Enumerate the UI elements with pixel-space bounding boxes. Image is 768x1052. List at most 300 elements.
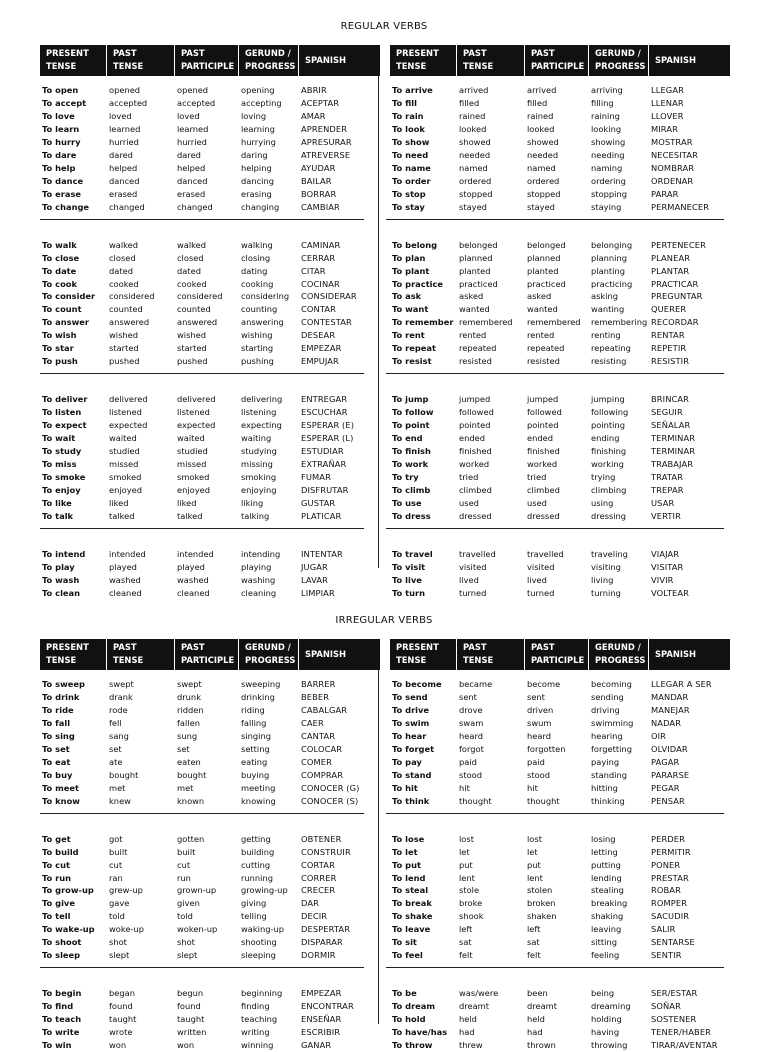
past-tense-cell: looked	[459, 123, 487, 134]
gerund-cell: wishing	[241, 330, 273, 341]
gerund-cell: repeating	[591, 343, 631, 354]
gerund-cell: being	[591, 988, 615, 999]
past-tense-cell: loved	[109, 110, 132, 121]
verb-row	[40, 548, 380, 561]
verb-row	[390, 252, 730, 265]
gerund-cell: starting	[241, 343, 274, 354]
present-tense-cell: To study	[42, 446, 82, 457]
verb-row	[390, 1039, 730, 1052]
gerund-cell: knowing	[241, 795, 276, 806]
present-tense-cell: To dress	[392, 510, 431, 521]
past-tense-cell: got	[109, 833, 123, 844]
past-tense-cell: sat	[459, 937, 472, 948]
spanish-cell: SENTARSE	[651, 937, 695, 948]
present-tense-cell: To drink	[42, 691, 80, 702]
past-tense-cell: cut	[109, 859, 123, 870]
gerund-cell: putting	[591, 859, 621, 870]
past-participle-cell: accepted	[177, 97, 216, 108]
past-participle-cell: closed	[177, 252, 204, 263]
past-tense-cell: filled	[459, 97, 480, 108]
spanish-cell: TRABAJAR	[651, 459, 694, 470]
verb-row	[40, 795, 380, 808]
verb-row	[390, 497, 730, 510]
past-tense-cell: started	[109, 343, 139, 354]
present-tense-cell: To follow	[392, 407, 434, 418]
gerund-cell: forgetting	[591, 743, 632, 754]
past-tense-cell: grew-up	[109, 885, 143, 896]
past-participle-cell: cut	[177, 859, 191, 870]
gerund-cell: hearing	[591, 730, 623, 741]
past-tense-cell: walked	[109, 239, 139, 250]
spanish-cell: OLVIDAR	[651, 743, 688, 754]
present-tense-cell: To stay	[392, 201, 425, 212]
gerund-cell: renting	[591, 330, 621, 341]
verb-row	[40, 303, 380, 316]
gerund-cell: studying	[241, 446, 277, 457]
verb-row	[40, 923, 380, 936]
present-tense-cell: To belong	[392, 239, 438, 250]
verb-row	[390, 704, 730, 717]
past-tense-cell: planned	[459, 252, 493, 263]
past-participle-cell: written	[177, 1027, 207, 1038]
past-tense-cell: followed	[459, 407, 494, 418]
past-participle-cell: pushed	[177, 356, 208, 367]
verb-row	[390, 1013, 730, 1026]
present-tense-cell: To miss	[42, 459, 77, 470]
spanish-cell: SEGUIR	[651, 407, 683, 418]
past-participle-cell: sat	[527, 937, 540, 948]
gerund-cell: hurrying	[241, 136, 276, 147]
verb-row	[40, 704, 380, 717]
verb-row	[390, 484, 730, 497]
past-tense-cell: cleaned	[109, 587, 142, 598]
present-tense-cell: To help	[42, 162, 76, 173]
spanish-cell: PERDER	[651, 833, 686, 844]
present-tense-cell: To write	[42, 1027, 80, 1038]
verb-row	[390, 136, 730, 149]
past-participle-cell: fallen	[177, 717, 200, 728]
verb-row	[40, 497, 380, 510]
past-tense-cell: visited	[459, 561, 487, 572]
spanish-cell: ABRIR	[301, 85, 327, 95]
past-tense-cell: paid	[459, 756, 477, 767]
past-tense-cell: resisted	[459, 356, 492, 367]
past-tense-cell: left	[459, 924, 473, 935]
present-tense-cell: To walk	[42, 239, 77, 250]
header-separator	[106, 639, 107, 670]
spanish-cell: PERMANECER	[651, 201, 710, 212]
past-tense-cell: expected	[109, 420, 148, 431]
past-tense-cell: ate	[109, 756, 123, 767]
past-tense-cell: drank	[109, 691, 133, 702]
past-tense-cell: gave	[109, 898, 130, 909]
verb-row	[40, 884, 380, 897]
gerund-cell: dressing	[591, 510, 627, 521]
gerund-cell: closing	[241, 252, 271, 263]
gerund-cell: building	[241, 846, 275, 857]
spanish-cell: PRESTAR	[651, 872, 689, 883]
spanish-cell: PRACTICAR	[651, 278, 699, 289]
present-tense-cell: To answer	[42, 317, 89, 328]
present-tense-cell: To expect	[42, 420, 87, 431]
header-past-participle: PAST PARTICIPLE	[531, 48, 585, 71]
verb-row	[40, 84, 380, 97]
present-tense-cell: To try	[392, 472, 419, 482]
past-participle-cell: lent	[527, 872, 543, 883]
past-tense-cell: stole	[459, 885, 480, 896]
spanish-cell: ESCRIBIR	[301, 1027, 341, 1038]
present-tense-cell: To dance	[42, 175, 84, 186]
verb-row	[40, 691, 380, 704]
verb-row	[40, 574, 380, 587]
present-tense-cell: To consider	[42, 291, 96, 302]
past-participle-cell: helped	[177, 162, 206, 173]
gerund-cell: feeling	[591, 950, 620, 961]
spanish-cell: AMAR	[301, 110, 326, 121]
verb-row	[390, 846, 730, 859]
group-divider	[40, 528, 364, 529]
spanish-cell: FUMAR	[301, 472, 331, 482]
verb-row	[40, 252, 380, 265]
past-participle-cell: climbed	[527, 484, 560, 495]
header-separator	[298, 639, 299, 670]
present-tense-cell: To set	[42, 743, 70, 754]
present-tense-cell: To sit	[392, 937, 417, 948]
past-participle-cell: put	[527, 859, 541, 870]
gerund-cell: planting	[591, 265, 625, 276]
verb-row	[40, 743, 380, 756]
past-participle-cell: studied	[177, 446, 208, 457]
past-tense-cell: wanted	[459, 304, 490, 315]
spanish-cell: TERMINAR	[651, 446, 696, 457]
verb-row	[40, 1013, 380, 1026]
header-present-tense: PRESENT TENSE	[46, 642, 89, 665]
header-present-tense: PRESENT TENSE	[46, 48, 89, 71]
spanish-cell: ATREVERSE	[301, 149, 351, 160]
past-tense-cell: ordered	[459, 175, 492, 186]
past-participle-cell: known	[177, 795, 205, 806]
past-tense-cell: was/were	[459, 988, 499, 999]
spanish-cell: TREPAR	[651, 484, 684, 495]
present-tense-cell: To clean	[42, 587, 81, 598]
spanish-cell: APRESURAR	[301, 136, 352, 147]
header-spanish: SPANISH	[305, 55, 347, 65]
spanish-cell: CONOCER (S)	[301, 795, 359, 806]
past-participle-cell: practiced	[527, 278, 566, 289]
past-tense-cell: planted	[459, 265, 491, 276]
verb-row	[390, 987, 730, 1000]
spanish-cell: DAR	[301, 898, 319, 909]
verb-row	[40, 458, 380, 471]
spanish-cell: ESCUCHAR	[301, 407, 348, 418]
past-participle-cell: rained	[527, 110, 554, 121]
present-tense-cell: To throw	[392, 1040, 433, 1051]
spanish-cell: CITAR	[301, 265, 326, 276]
past-tense-cell: opened	[109, 85, 141, 95]
gerund-cell: dancing	[241, 175, 275, 186]
past-participle-cell: changed	[177, 201, 213, 212]
verb-row	[390, 355, 730, 368]
verb-row	[40, 872, 380, 885]
verb-row	[390, 316, 730, 329]
table-header	[40, 45, 380, 76]
spanish-cell: MANDAR	[651, 691, 689, 702]
past-tense-cell: needed	[459, 149, 491, 160]
present-tense-cell: To enjoy	[42, 484, 81, 495]
present-tense-cell: To wait	[42, 433, 76, 444]
verb-row	[40, 342, 380, 355]
present-tense-cell: To think	[392, 795, 430, 806]
gerund-cell: ordering	[591, 175, 626, 186]
present-tense-cell: To close	[42, 252, 80, 263]
past-participle-cell: dared	[177, 149, 201, 160]
past-tense-cell: set	[109, 743, 122, 754]
group-divider	[40, 373, 364, 374]
spanish-cell: VIAJAR	[651, 548, 680, 559]
gerund-cell: writing	[241, 1027, 270, 1038]
gerund-cell: dreaming	[591, 1001, 631, 1012]
gerund-cell: remembering	[591, 317, 648, 328]
gerund-cell: showing	[591, 136, 626, 147]
verb-row	[390, 110, 730, 123]
past-tense-cell: rained	[459, 110, 486, 121]
spanish-cell: LLENAR	[651, 97, 684, 108]
past-participle-cell: visited	[527, 561, 555, 572]
verb-row	[40, 1039, 380, 1052]
past-tense-cell: let	[459, 846, 470, 857]
past-participle-cell: arrived	[527, 85, 557, 95]
past-participle-cell: dated	[177, 265, 201, 276]
verb-row	[40, 445, 380, 458]
gerund-cell: staying	[591, 201, 622, 212]
gerund-cell: giving	[241, 898, 267, 909]
past-tense-cell: forgot	[459, 743, 484, 754]
present-tense-cell: To put	[392, 859, 421, 870]
past-tense-cell: taught	[109, 1014, 137, 1025]
past-participle-cell: planned	[527, 252, 561, 263]
spanish-cell: BAILAR	[301, 175, 332, 186]
past-participle-cell: stolen	[527, 885, 553, 896]
past-tense-cell: dressed	[459, 510, 492, 521]
spanish-cell: NADAR	[651, 717, 682, 728]
past-tense-cell: changed	[109, 201, 145, 212]
gerund-cell: raining	[591, 110, 620, 121]
past-participle-cell: told	[177, 911, 193, 922]
past-participle-cell: wanted	[527, 304, 558, 315]
verb-row	[40, 717, 380, 730]
present-tense-cell: To run	[42, 872, 72, 883]
table-header	[390, 45, 730, 76]
verb-row	[390, 923, 730, 936]
verb-row	[390, 329, 730, 342]
present-tense-cell: To love	[42, 110, 75, 121]
present-tense-cell: To meet	[42, 782, 80, 793]
past-participle-cell: driven	[527, 704, 554, 715]
past-tense-cell: became	[459, 679, 493, 689]
past-participle-cell: drunk	[177, 691, 201, 702]
present-tense-cell: To tell	[42, 911, 71, 922]
spanish-cell: TENER/HABER	[651, 1027, 712, 1038]
spanish-cell: RECORDAR	[651, 317, 699, 328]
gerund-cell: walking	[241, 239, 273, 250]
present-tense-cell: To push	[42, 356, 78, 367]
spanish-cell: ESPERAR (L)	[301, 433, 354, 444]
spanish-cell: SOÑAR	[651, 1001, 681, 1012]
present-tense-cell: To give	[42, 898, 75, 909]
spanish-cell: LAVAR	[301, 574, 329, 585]
past-tense-cell: travelled	[459, 548, 496, 559]
verb-row	[40, 949, 380, 962]
past-participle-cell: shaken	[527, 911, 557, 922]
past-tense-cell: dreamt	[459, 1001, 490, 1012]
past-participle-cell: answered	[177, 317, 218, 328]
present-tense-cell: To stop	[392, 188, 426, 199]
past-tense-cell: named	[459, 162, 488, 173]
past-tense-cell: wrote	[109, 1027, 133, 1038]
gerund-cell: wanting	[591, 304, 625, 315]
past-tense-cell: liked	[109, 497, 129, 508]
past-participle-cell: become	[527, 679, 561, 689]
present-tense-cell: To accept	[42, 97, 87, 108]
past-participle-cell: needed	[527, 149, 559, 160]
present-tense-cell: To swim	[392, 717, 430, 728]
gerund-cell: riding	[241, 704, 265, 715]
header-present-tense: PRESENT TENSE	[396, 642, 439, 665]
verb-row	[390, 510, 730, 523]
past-tense-cell: stood	[459, 769, 482, 780]
verb-row	[40, 393, 380, 406]
past-participle-cell: listened	[177, 407, 210, 418]
past-participle-cell: named	[527, 162, 556, 173]
present-tense-cell: To travel	[392, 548, 433, 559]
verb-row	[390, 561, 730, 574]
past-participle-cell: tried	[527, 472, 547, 482]
gerund-cell: turning	[591, 587, 621, 598]
gerund-cell: asking	[591, 291, 619, 302]
past-participle-cell: danced	[177, 175, 208, 186]
present-tense-cell: To eat	[42, 756, 71, 767]
past-tense-cell: threw	[459, 1040, 483, 1051]
spanish-cell: PONER	[651, 859, 681, 870]
header-separator	[648, 45, 649, 76]
past-participle-cell: liked	[177, 497, 197, 508]
spanish-cell: COMER	[301, 756, 332, 767]
gerund-cell: winning	[241, 1040, 274, 1051]
past-participle-cell: been	[527, 988, 548, 999]
verb-row	[390, 587, 730, 600]
verb-row	[390, 859, 730, 872]
present-tense-cell: To send	[392, 691, 428, 702]
gerund-cell: finishing	[591, 446, 627, 457]
spanish-cell: PEGAR	[651, 782, 680, 793]
gerund-cell: talking	[241, 510, 270, 521]
present-tense-cell: To turn	[392, 587, 426, 598]
past-tense-cell: helped	[109, 162, 138, 173]
header-separator	[456, 45, 457, 76]
past-tense-cell: repeated	[459, 343, 497, 354]
spanish-cell: SACUDIR	[651, 911, 690, 922]
spanish-cell: EMPUJAR	[301, 356, 339, 367]
past-participle-cell: thrown	[527, 1040, 556, 1051]
past-participle-cell: woken-up	[177, 924, 218, 935]
present-tense-cell: To live	[392, 574, 422, 585]
past-tense-cell: intended	[109, 548, 146, 559]
gerund-cell: opening	[241, 85, 275, 95]
past-tense-cell: dated	[109, 265, 133, 276]
verb-row	[390, 175, 730, 188]
verb-row	[40, 561, 380, 574]
present-tense-cell: To talk	[42, 510, 74, 521]
gerund-cell: washing	[241, 574, 276, 585]
past-participle-cell: finished	[527, 446, 560, 457]
past-participle-cell: learned	[177, 123, 209, 134]
past-participle-cell: lived	[527, 574, 547, 585]
spanish-cell: PLANTAR	[651, 265, 690, 276]
gerund-cell: planning	[591, 252, 628, 263]
spanish-cell: JUGAR	[301, 561, 328, 572]
header-past-tense: PAST TENSE	[113, 642, 144, 665]
present-tense-cell: To play	[42, 561, 75, 572]
group-divider	[40, 219, 364, 220]
present-tense-cell: To lend	[392, 872, 426, 883]
verb-row	[40, 756, 380, 769]
verb-row	[390, 97, 730, 110]
past-participle-cell: ridden	[177, 704, 204, 715]
gerund-cell: visiting	[591, 561, 621, 572]
verb-row	[390, 949, 730, 962]
present-tense-cell: To hear	[392, 730, 427, 741]
spanish-cell: CABALGAR	[301, 704, 348, 715]
verb-row	[390, 1026, 730, 1039]
present-tense-cell: To repeat	[392, 343, 436, 354]
spanish-cell: EMPEZAR	[301, 988, 342, 999]
gerund-cell: running	[241, 872, 274, 883]
present-tense-cell: To cook	[42, 278, 77, 289]
past-participle-cell: belonged	[527, 239, 566, 250]
past-tense-cell: hit	[459, 782, 470, 793]
past-participle-cell: sent	[527, 691, 545, 702]
spanish-cell: VERTIR	[651, 510, 681, 521]
past-participle-cell: rented	[527, 330, 555, 341]
gerund-cell: living	[591, 574, 614, 585]
spanish-cell: ENSEÑAR	[301, 1014, 342, 1025]
past-tense-cell: smoked	[109, 472, 142, 482]
present-tense-cell: To buy	[42, 769, 73, 780]
gerund-cell: enjoying	[241, 484, 277, 495]
past-tense-cell: studied	[109, 446, 140, 457]
verb-row	[40, 678, 380, 691]
spanish-cell: USAR	[651, 497, 675, 508]
verb-row	[390, 162, 730, 175]
table-header	[390, 639, 730, 670]
present-tense-cell: To sing	[42, 730, 75, 741]
present-tense-cell: To remember	[392, 317, 454, 328]
header-past-tense: PAST TENSE	[113, 48, 144, 71]
past-tense-cell: built	[109, 846, 128, 857]
spanish-cell: ACEPTAR	[301, 97, 340, 108]
spanish-cell: SEÑALAR	[651, 420, 691, 431]
spanish-cell: CAMINAR	[301, 239, 341, 250]
past-tense-cell: jumped	[459, 394, 491, 405]
gerund-cell: answering	[241, 317, 284, 328]
present-tense-cell: To pay	[392, 756, 422, 767]
spanish-cell: VOLTEAR	[651, 587, 689, 598]
past-tense-cell: fell	[109, 717, 122, 728]
past-participle-cell: swum	[527, 717, 552, 728]
gerund-cell: following	[591, 407, 629, 418]
header-past-tense: PAST TENSE	[463, 48, 494, 71]
spanish-cell: CERRAR	[301, 252, 336, 263]
